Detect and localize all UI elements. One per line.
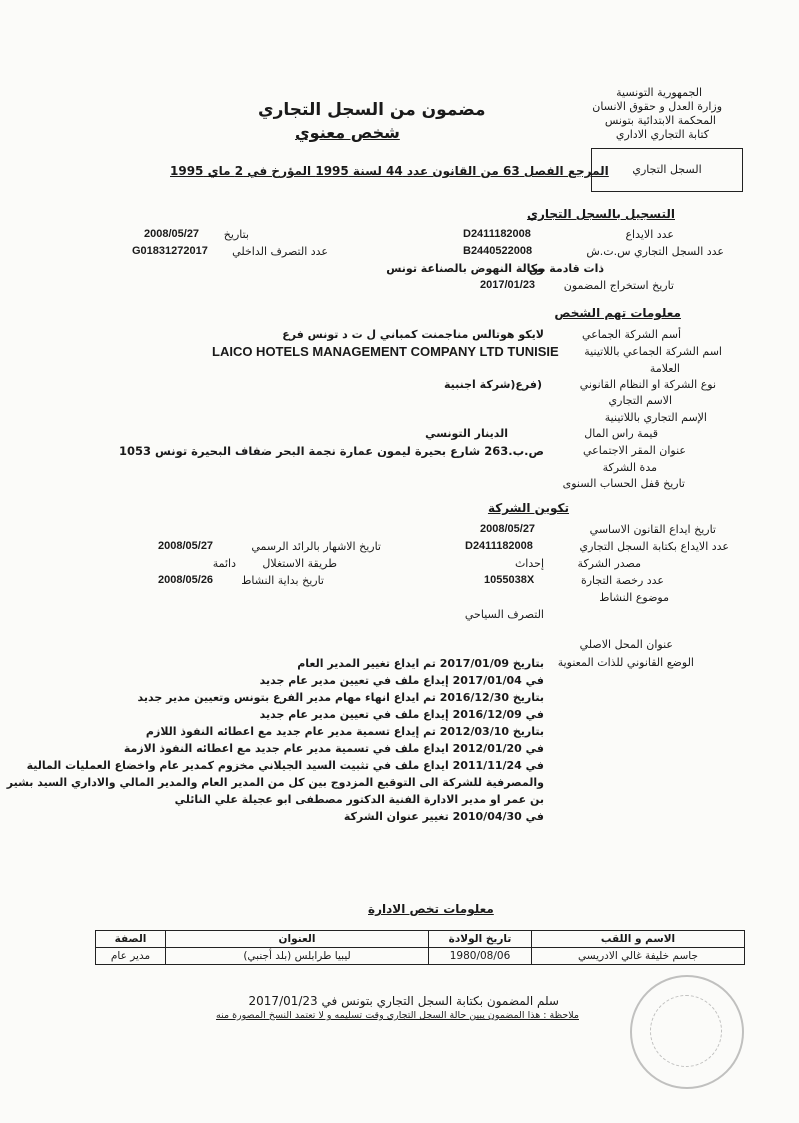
- statute-date: 2008/05/27: [480, 523, 536, 535]
- company-latin: LAICO HOTELS MANAGEMENT COMPANY LTD TUNISIE: [212, 344, 559, 359]
- address-label: عنوان المقر الاجتماعي: [583, 444, 686, 457]
- cell-birth: 1980/08/06: [429, 948, 532, 965]
- table-header-row: [96, 931, 745, 948]
- exploitation-label: طريقة الاستغلال: [262, 557, 337, 570]
- formation-heading: تكوين الشركة: [487, 501, 569, 515]
- history-line: بتاريخ 2012/03/10 تم إيداع تسمية مدير عام جديد مع اعطائه النفوذ اللازم: [145, 725, 544, 738]
- company-address: ص.ب.263 شارع بحيرة ليمون عمارة نجمة البحر ضفاف البحيرة تونس 1053: [119, 444, 544, 458]
- submitted-label: ذات قادمة من: [528, 262, 604, 275]
- history-line: في 2012/01/20 ايداع ملف في تسمية مدير عام جديد مع اعطائه النفوذ الازمة: [123, 742, 544, 755]
- brand-label: العلامة: [649, 362, 680, 375]
- footer-note: ملاحظة : هذا المضمون يبين حالة السجل التجاري وقت تسليمه و لا تعتمد النسخ المصورة منه: [216, 1010, 579, 1021]
- legal-reference: المرجع الفصل 63 من القانون عدد 44 لسنة 1995 المؤرخ في 2 ماي 1995: [170, 164, 609, 178]
- register-box: [591, 148, 743, 192]
- history-line: في 2017/01/04 إيداع ملف في تعيين مدير عام جديد: [259, 674, 544, 687]
- header-ministry: وزارة العدل و حقوق الانسان: [592, 100, 722, 113]
- history-line: بتاريخ 2017/01/09 تم ايداع تغيير المدير العام: [297, 657, 544, 670]
- publication-label: تاريخ الاشهار بالرائد الرسمي: [251, 540, 381, 553]
- history-line: بن عمر او مدير الادارة الفنية الدكتور مصطفى ابو عجيلة علي النائلي: [174, 793, 544, 806]
- start-date: 2008/05/26: [158, 574, 214, 586]
- formation-deposit: D2411182008: [465, 540, 533, 552]
- col-role: الصفة: [96, 931, 166, 948]
- rc-number: B2440522008: [463, 245, 533, 257]
- management-heading: معلومات تخص الادارة: [368, 902, 494, 916]
- col-name: الاسم و اللقب: [532, 931, 745, 948]
- history-line: في 2011/11/24 ايداع ملف في تثبيت السيد الجيلاني مخزوم كمدير عام واخضاع العمليات المالية: [26, 759, 544, 772]
- formation-deposit-label: عدد الايداع بكتابة السجل التجاري: [579, 540, 729, 553]
- publication-date: 2008/05/27: [158, 540, 214, 552]
- closing-label: تاريخ قفل الحساب السنوى: [562, 477, 685, 490]
- header-office: كتابة التجاري الاداري: [615, 128, 709, 141]
- deposit-no-label: عدد الايداع: [625, 228, 674, 241]
- court-stamp: [630, 975, 744, 1089]
- activity-value: التصرف السياحي: [464, 608, 544, 621]
- management-table: [95, 930, 745, 965]
- deposit-no: D2411182008: [463, 228, 531, 240]
- cell-address: ليبيا طرابلس (بلد أجنبي): [166, 948, 429, 965]
- deposit-date: 2008/05/27: [144, 228, 200, 240]
- person-heading: معلومات تهم الشخص: [554, 306, 681, 320]
- activity-label: موضوع النشاط: [599, 591, 669, 604]
- start-label: تاريخ بداية النشاط: [241, 574, 324, 587]
- col-address: العنوان: [166, 931, 429, 948]
- col-birth: تاريخ الولادة: [429, 931, 532, 948]
- company-name: لايكو هوتالس مناجمنت كمباني ل ت د تونس فرع: [282, 328, 544, 341]
- cell-role: مدير عام: [96, 948, 166, 965]
- legal-status-label: الوضع القانوني للذات المعنوية: [557, 656, 694, 669]
- date-label: بتاريخ: [223, 228, 249, 241]
- internal-label: عدد التصرف الداخلي: [232, 245, 328, 258]
- type-label: نوع الشركة او النظام القانوني: [579, 378, 716, 391]
- internal-number: G01831272017: [132, 245, 208, 257]
- page-subtitle: شخص معنوي: [295, 123, 400, 142]
- extract-label: تاريخ استخراج المضمون: [563, 279, 674, 292]
- extract-date: 2017/01/23: [480, 279, 536, 291]
- page-title: مضمون من السجل التجاري: [258, 100, 486, 120]
- capital-label: قيمة راس المال: [584, 427, 658, 440]
- submitted-from: وكالة النهوض بالصناعة تونس: [386, 262, 544, 275]
- stamp-inner-ring: [650, 995, 722, 1067]
- history-line: بتاريخ 2016/12/30 تم ايداع انهاء مهام مدير الفرع بتونس وتعيين مدير جديد: [137, 691, 544, 704]
- rc-label: عدد السجل التجاري س.ت.ش: [586, 245, 724, 258]
- orig-address-label: عنوان المحل الاصلي: [579, 638, 673, 651]
- capital-currency: الدينار التونسي: [425, 427, 508, 440]
- company-source: إحداث: [514, 557, 544, 570]
- history-line: في 2016/12/09 إيداع ملف في تعيين مدير عام جديد: [259, 708, 544, 721]
- registration-heading: التسجيل بالسجل التجاري: [526, 207, 675, 221]
- company-name-label: أسم الشركة الجماعي: [582, 328, 681, 341]
- source-label: مصدر الشركة: [577, 557, 641, 570]
- company-latin-label: اسم الشركة الجماعي باللاتينية: [584, 345, 722, 358]
- header-court: المحكمة الابتدائية بتونس: [604, 114, 716, 127]
- trade-latin-label: الإسم التجاري باللاتينية: [604, 411, 707, 424]
- header-country: الجمهورية التونسية: [616, 86, 702, 99]
- history-line: في 2010/04/30 تغيير عنوان الشركة: [343, 810, 544, 823]
- cell-name: جاسم خليفة غالي الادريسي: [532, 948, 745, 965]
- table-row: [96, 948, 745, 965]
- license-label: عدد رخصة التجارة: [580, 574, 664, 587]
- license-number: 1055038X: [484, 574, 535, 586]
- register-box-label: السجل التجاري: [632, 163, 702, 176]
- duration-label: مدة الشركة: [602, 461, 657, 474]
- statute-label: تاريخ ايداع القانون الاساسي: [589, 523, 716, 536]
- company-type: (فرع(شركة اجنبية: [443, 378, 542, 391]
- history-line: والمصرفية للشركة الى التوقيع المزدوج بين كل من المدير العام والمدير المالي والاداري السيد بشير: [6, 776, 544, 789]
- exploitation-method: دائمة: [212, 557, 236, 570]
- delivered-statement: سلم المضمون بكتابة السجل التجاري بتونس في 2017/01/23: [248, 994, 559, 1008]
- trade-name-label: الاسم التجاري: [608, 394, 672, 407]
